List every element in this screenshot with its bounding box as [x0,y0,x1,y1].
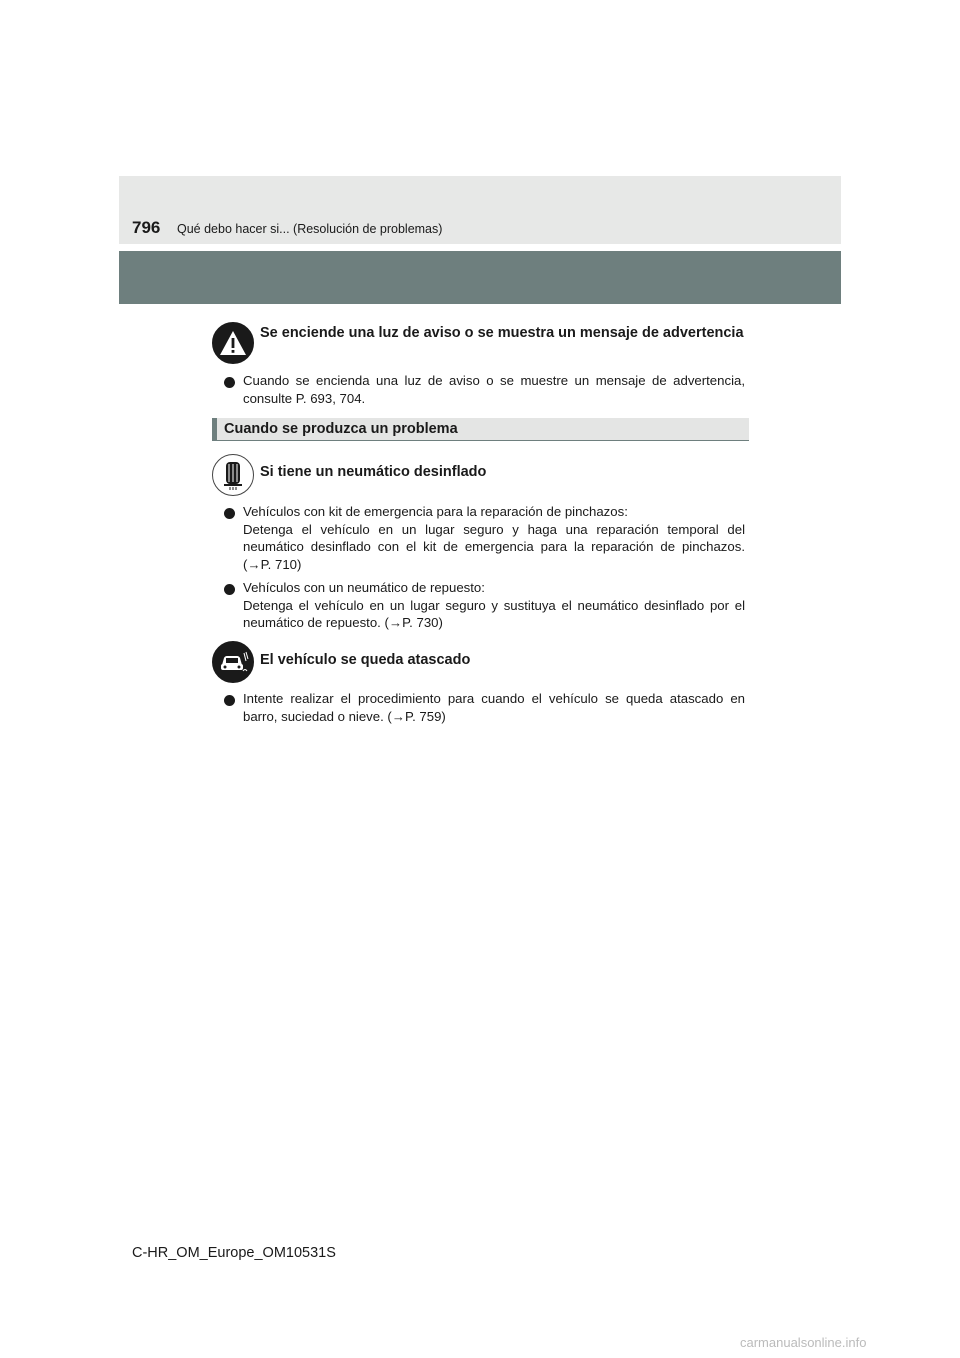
stuck-vehicle-heading: El vehículo se queda atascado [260,652,471,668]
paragraph-line: barro, suciedad o nieve. (→P. 759) [243,708,446,724]
warning-paragraph [243,372,745,407]
paragraph-line: Detenga el vehículo en un lugar seguro y haga una reparación temporal del [243,521,745,537]
document-code: C-HR_OM_Europe_OM10531S [132,1245,336,1261]
bullet-dot [224,695,235,706]
tire-icon [212,454,254,496]
flat-tire-paragraph-kit [243,503,745,573]
paragraph-line: Vehículos con un neumático de repuesto: [243,580,485,595]
bullet-dot [224,584,235,595]
page-number: 796 [132,218,161,237]
section-title-bar [212,418,749,441]
flat-tire-paragraph-spare [243,579,745,632]
paragraph-line: Vehículos con kit de emergencia para la reparación de pinchazos: [243,504,628,519]
paragraph-line: (→P. 710) [243,556,302,572]
stuck-car-icon [212,641,254,683]
paragraph-line: consulte P. 693, 704. [243,390,366,406]
paragraph-line: Detenga el vehículo en un lugar seguro y sustituya el neumático desinflado por el [243,597,745,613]
paragraph-line: Intente realizar el procedimiento para cuando el vehículo se queda atascado en [243,691,745,706]
stuck-vehicle-paragraph [243,690,745,725]
bullet-dot [224,508,235,519]
paragraph-line: neumático de repuesto. (→P. 730) [243,615,443,630]
watermark: carmanualsonline.info [740,1335,867,1350]
warning-triangle-icon [212,322,254,364]
section-banner [119,251,841,304]
paragraph-line: Cuando se encienda una luz de aviso o se muestre un mensaje de advertencia, [243,373,745,388]
warning-heading: Se enciende una luz de aviso o se muestra un mensaje de advertencia [260,325,744,341]
bullet-dot [224,377,235,388]
paragraph-line: neumático desinflado con el kit de emergencia para la reparación de pinchazos. [243,539,745,554]
flat-tire-heading: Si tiene un neumático desinflado [260,464,487,480]
section-accent [212,418,217,440]
section-title: Cuando se produzca un problema [224,421,458,437]
chapter-title: Qué debo hacer si... (Resolución de problemas) [177,222,443,236]
